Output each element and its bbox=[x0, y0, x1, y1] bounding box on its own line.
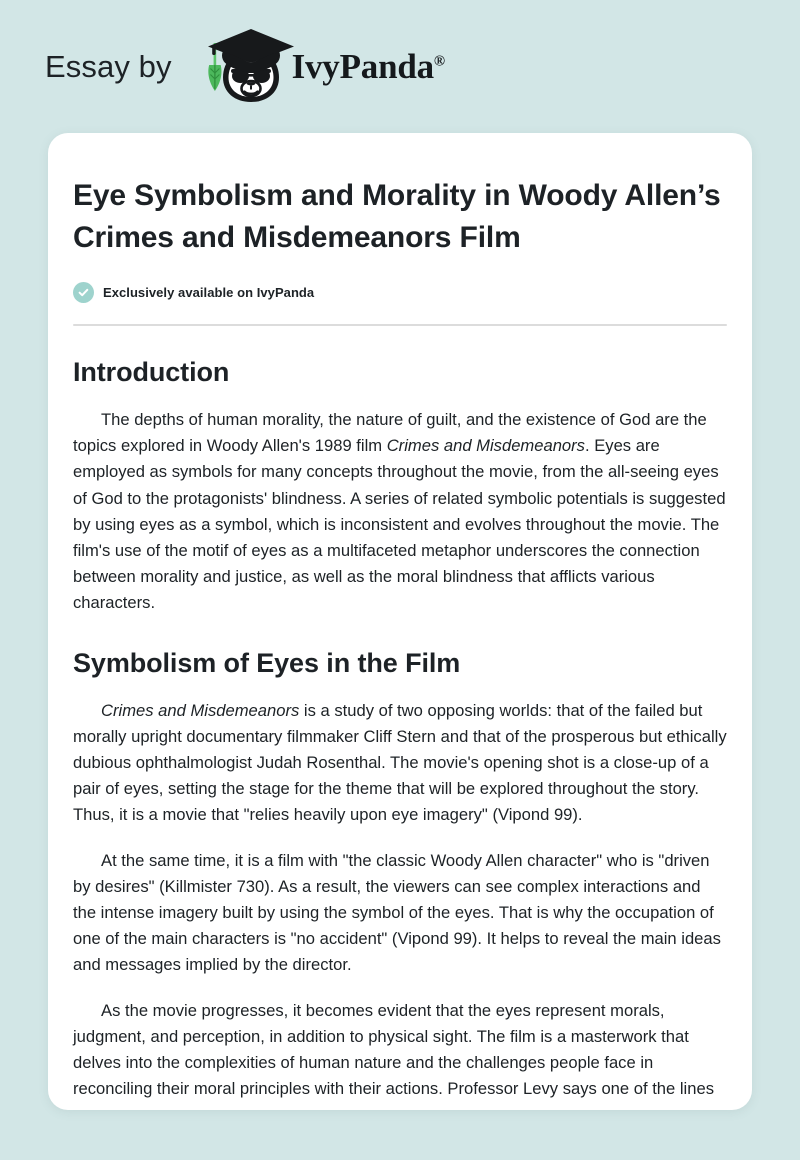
essay-body bbox=[73, 357, 727, 1102]
ivypanda-panda-logo-icon bbox=[194, 29, 298, 105]
ivypanda-brand-lockup[interactable] bbox=[194, 29, 445, 105]
section-heading: Symbolism of Eyes in the Film bbox=[73, 647, 461, 678]
text-run: is a study of two opposing worlds: that of the failed but morally upright documentary filmmaker Cliff Stern and that of the prosperous but ethically dubious ophthalmologist Judah Rosenthal. The movie's opening shot is a close-up of a pair of eyes, setting the stage for the theme that will be explored throughout the story. Thus, it is a movie that "relies heavily upon eye imagery" (Vipond 99). bbox=[73, 700, 727, 825]
body-paragraph bbox=[73, 998, 727, 1103]
availability-badge-label: Exclusively available on IvyPanda bbox=[103, 285, 315, 300]
check-circle-icon bbox=[73, 282, 94, 303]
title-divider bbox=[73, 324, 727, 326]
section-heading: Introduction bbox=[73, 357, 230, 387]
page-title: Eye Symbolism and Morality in Woody Allen’s Crimes and Misdemeanors Film bbox=[73, 179, 721, 254]
text-run: The depths of human morality, the nature of guilt, and the existence of God are the topics explored in Woody Allen's 1989 film bbox=[73, 410, 707, 456]
text-run: . Eyes are employed as symbols for many concepts throughout the movie, from the all-seeing eyes of God to the protagonists' blindness. A series of related symbolic potentials is suggested by using eyes as a symbol, which is inconsistent and evolves throughout the movie. The film's use of the motif of eyes as a multifaceted metaphor underscores the connection between morality and justice, as well as the moral blindness that afflicts various characters. bbox=[73, 436, 726, 613]
graduation-cap-icon bbox=[208, 29, 294, 72]
italic-title-run: Crimes and Misdemeanors bbox=[101, 700, 300, 720]
body-paragraph bbox=[73, 848, 727, 979]
text-run: As the movie progresses, it becomes evident that the eyes represent morals, judgment, and perception, in addition to physical sight. The film is a masterwork that delves into the complexities of human nature and the challenges people face in reconciling their moral principles with their actions. Professor Levy says one of the lines bbox=[73, 1000, 714, 1099]
site-header bbox=[0, 0, 800, 133]
body-paragraph bbox=[73, 407, 727, 617]
body-paragraph bbox=[73, 698, 727, 829]
registered-trademark-icon: ® bbox=[433, 53, 445, 70]
essay-by-label: Essay by bbox=[45, 49, 172, 84]
text-run: At the same time, it is a film with "the classic Woody Allen character" who is "driven by desires" (Killmister 730). As a result, the viewers can see complex interactions and the intense imagery built by using the symbol of the eyes. That is why the occupation of one of the main characters is "no accident" (Vipond 99). It helps to reveal the main ideas and messages implied by the director. bbox=[73, 850, 721, 975]
italic-title-run: Crimes and Misdemeanors bbox=[386, 436, 585, 456]
essay-card bbox=[48, 133, 752, 1110]
ivypanda-wordmark: IvyPanda® bbox=[291, 47, 445, 86]
availability-badge bbox=[73, 282, 727, 303]
